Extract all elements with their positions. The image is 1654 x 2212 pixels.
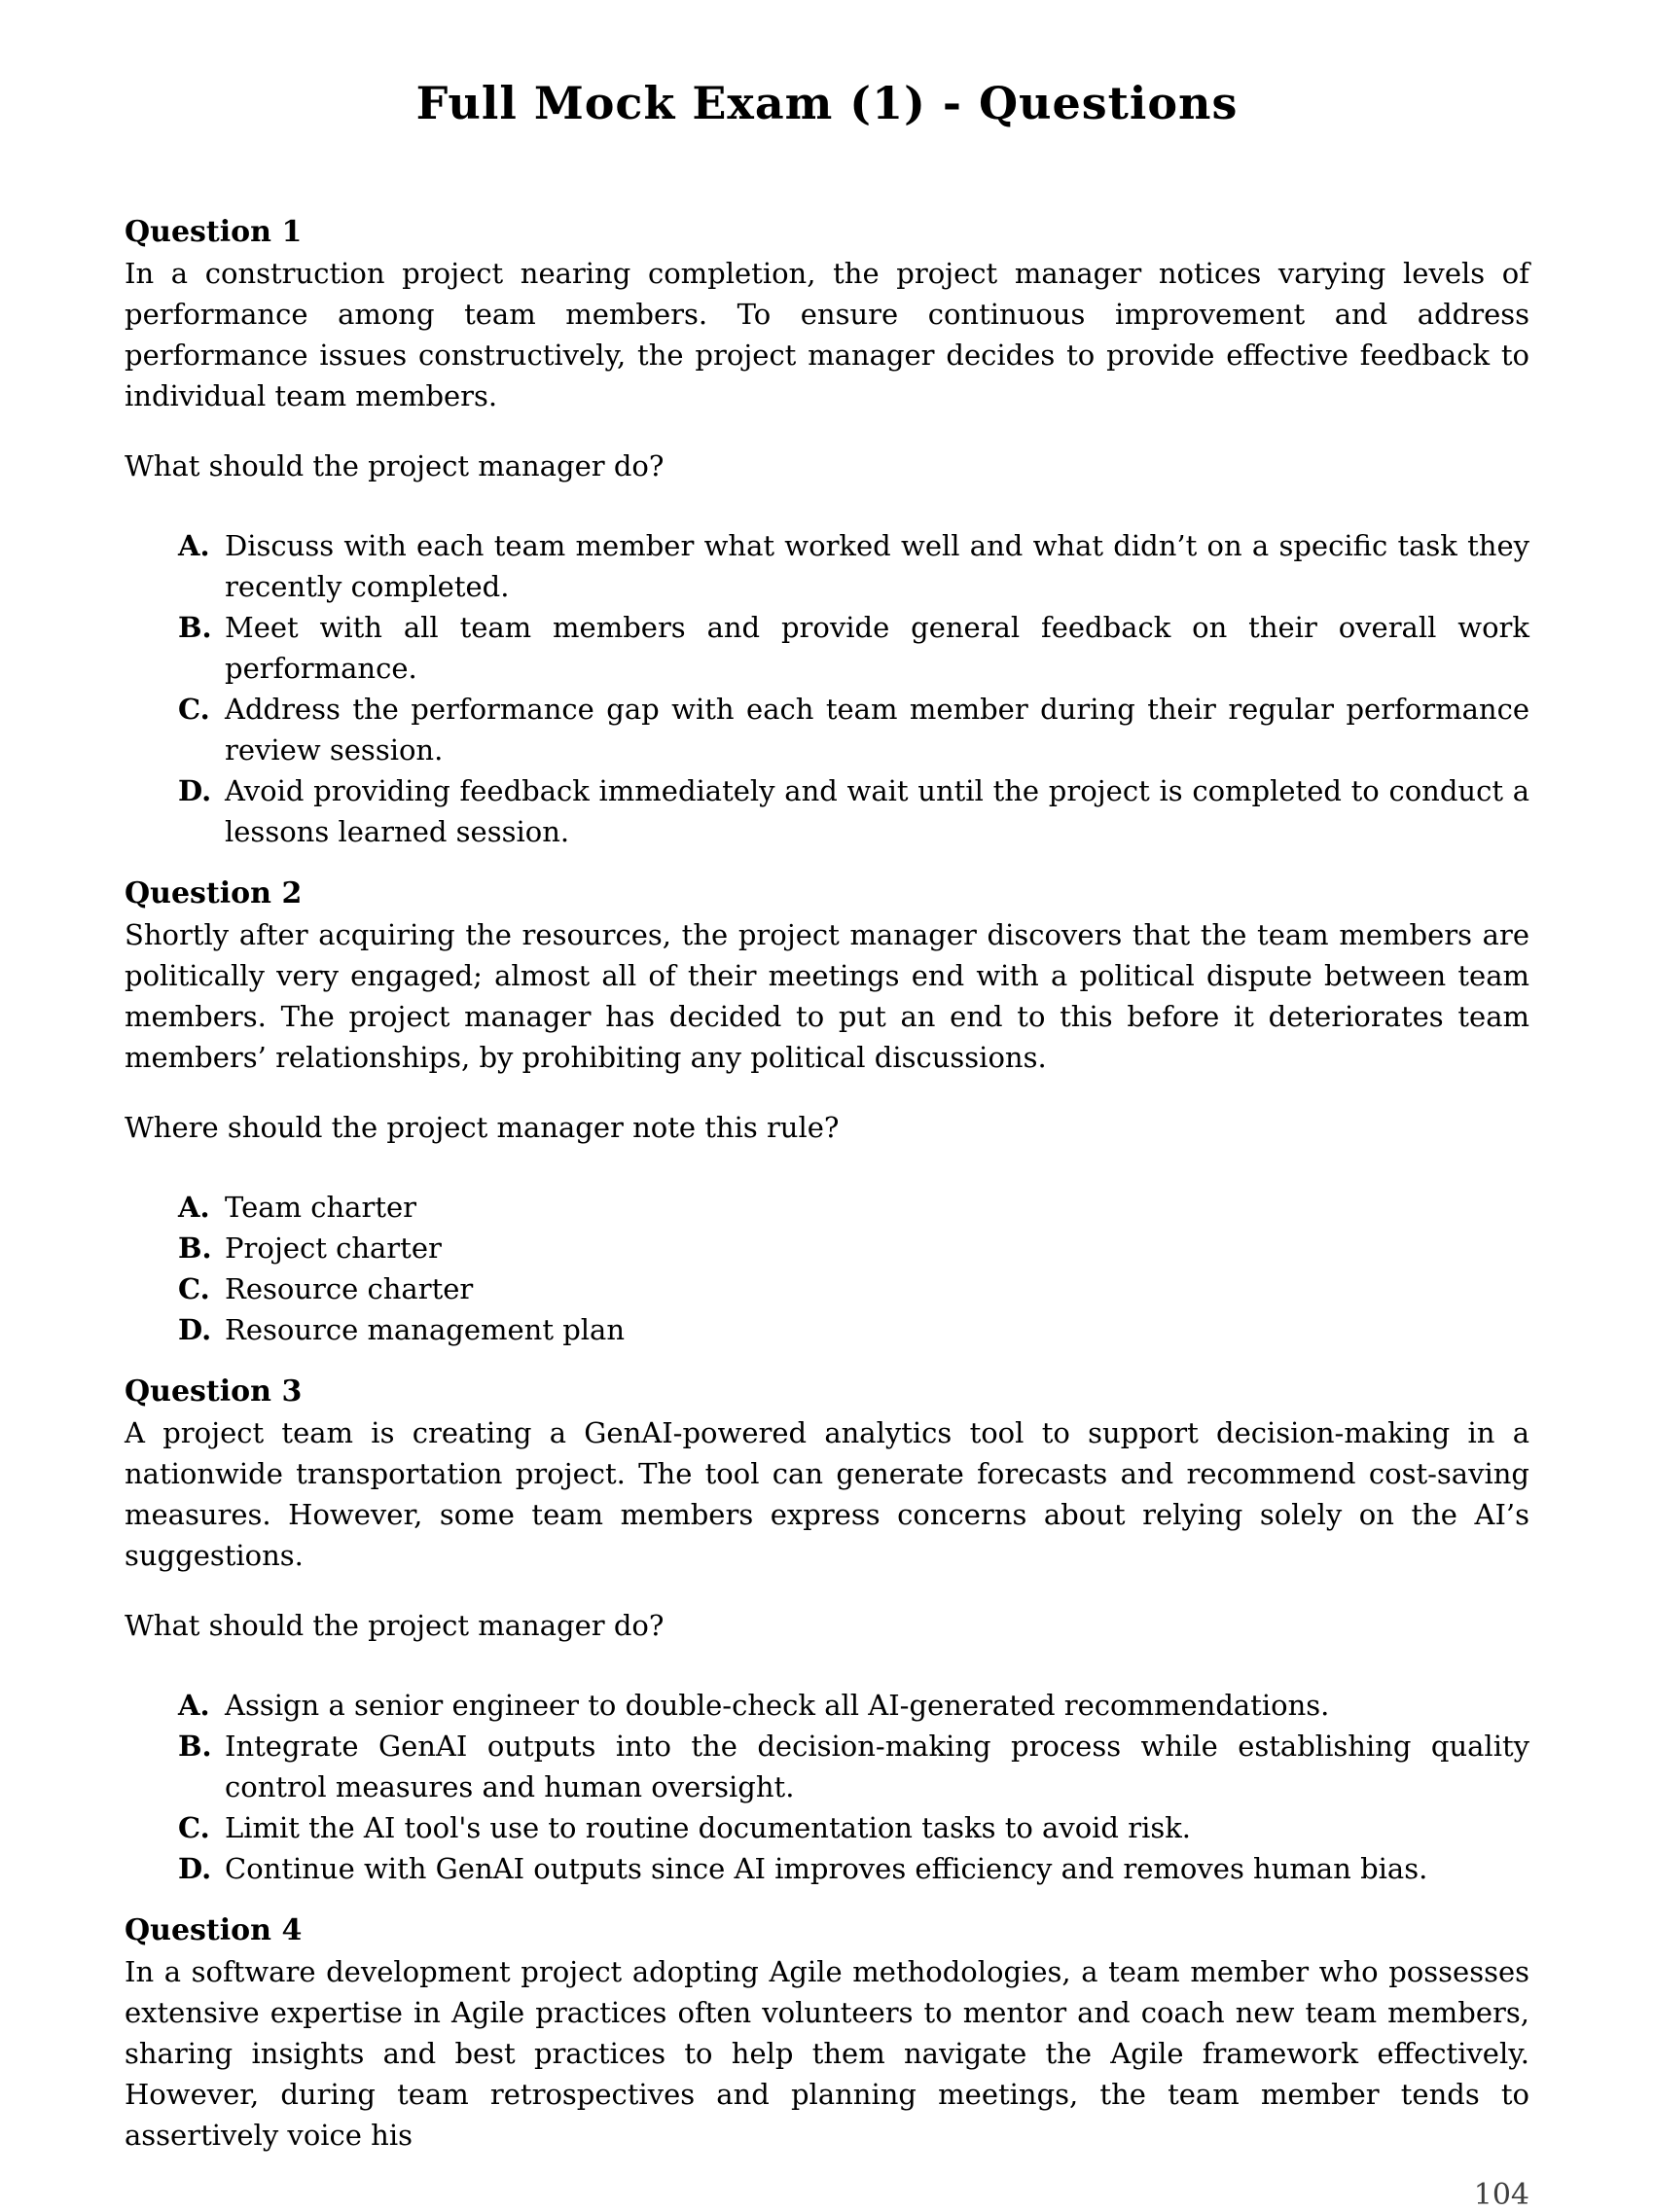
option-row [125, 1685, 1529, 1726]
option-text: Resource charter [225, 1272, 474, 1305]
page-title: Full Mock Exam (1) - Questions [415, 77, 1239, 129]
option-letter: A. [178, 529, 210, 562]
option-row [125, 1268, 1529, 1309]
question-block [125, 1372, 1529, 1889]
option-text: Continue with GenAI outputs since AI improves efficiency and removes human bias. [225, 1852, 1428, 1885]
option-row [125, 1228, 1529, 1268]
question-heading: Question 4 [125, 1913, 303, 1947]
option-text: Assign a senior engineer to double-check all AI-generated recommendations. [225, 1689, 1330, 1722]
question-scenario: Shortly after acquiring the resources, the project manager discovers that the team members are politically very engaged; almost all of their meetings end with a political dispute between team members. The project manager has decided to put an end to this before it deteriorates team members’ relationships, by prohibiting any political discussions. [125, 918, 1529, 1074]
option-text: Team charter [225, 1191, 417, 1224]
option-row [125, 1726, 1529, 1807]
option-text: Limit the AI tool's use to routine documentation tasks to avoid risk. [225, 1811, 1192, 1844]
questions-container [125, 212, 1529, 2156]
question-prompt: Where should the project manager note this rule? [125, 1111, 840, 1144]
page-number: 104 [1473, 2178, 1529, 2212]
option-row [125, 770, 1529, 852]
option-letter: B. [178, 1730, 212, 1763]
option-text: Resource management plan [225, 1313, 625, 1346]
question-scenario: A project team is creating a GenAI-powered analytics tool to support decision-making in a nationwide transportation project. The tool can generate forecasts and recommend cost-saving measures. However, some team members express concerns about relying solely on the AI’s suggestions. [125, 1416, 1529, 1572]
question-block [125, 874, 1529, 1350]
option-letter: C. [178, 1811, 210, 1844]
question-prompt: What should the project manager do? [125, 449, 665, 482]
question-heading: Question 3 [125, 1374, 303, 1409]
option-letter: B. [178, 1231, 212, 1265]
question-block [125, 1910, 1529, 2156]
options-list [125, 1187, 1529, 1350]
option-letter: C. [178, 693, 210, 726]
option-letter: D. [178, 1313, 212, 1346]
question-heading: Question 2 [125, 876, 303, 910]
option-letter: A. [178, 1689, 210, 1722]
option-text: Project charter [225, 1231, 442, 1265]
options-list [125, 525, 1529, 852]
option-text: Integrate GenAI outputs into the decision-making process while establishing quality control measures and human oversight. [225, 1730, 1529, 1803]
option-row [125, 1807, 1529, 1848]
option-letter: B. [178, 611, 212, 644]
option-text: Discuss with each team member what worked well and what didn’t on a specific task they recently completed. [225, 529, 1529, 603]
option-row [125, 1309, 1529, 1350]
options-list [125, 1685, 1529, 1889]
question-scenario: In a construction project nearing completion, the project manager notices varying levels of performance among team members. To ensure continuous improvement and address performance issues constructively, the project manager decides to provide effective feedback to individual team members. [125, 257, 1529, 412]
option-row [125, 1848, 1529, 1889]
option-row [125, 689, 1529, 770]
option-text: Meet with all team members and provide general feedback on their overall work performance. [225, 611, 1529, 685]
question-scenario: In a software development project adopting Agile methodologies, a team member who possesses extensive expertise in Agile practices often volunteers to mentor and coach new team members, sharing insights and best practices to help them navigate the Agile framework effectively. However, during team retrospectives and planning meetings, the team member tends to assertively voice his [125, 1955, 1529, 2152]
option-row [125, 525, 1529, 607]
question-prompt: What should the project manager do? [125, 1609, 665, 1642]
option-text: Avoid providing feedback immediately and wait until the project is completed to conduct a lessons learned session. [225, 774, 1529, 848]
option-letter: A. [178, 1191, 210, 1224]
question-heading: Question 1 [125, 215, 303, 249]
option-text: Address the performance gap with each team member during their regular performance review session. [225, 693, 1529, 767]
option-letter: D. [178, 774, 212, 807]
option-row [125, 1187, 1529, 1228]
question-block [125, 212, 1529, 852]
option-letter: C. [178, 1272, 210, 1305]
option-letter: D. [178, 1852, 212, 1885]
option-row [125, 607, 1529, 689]
